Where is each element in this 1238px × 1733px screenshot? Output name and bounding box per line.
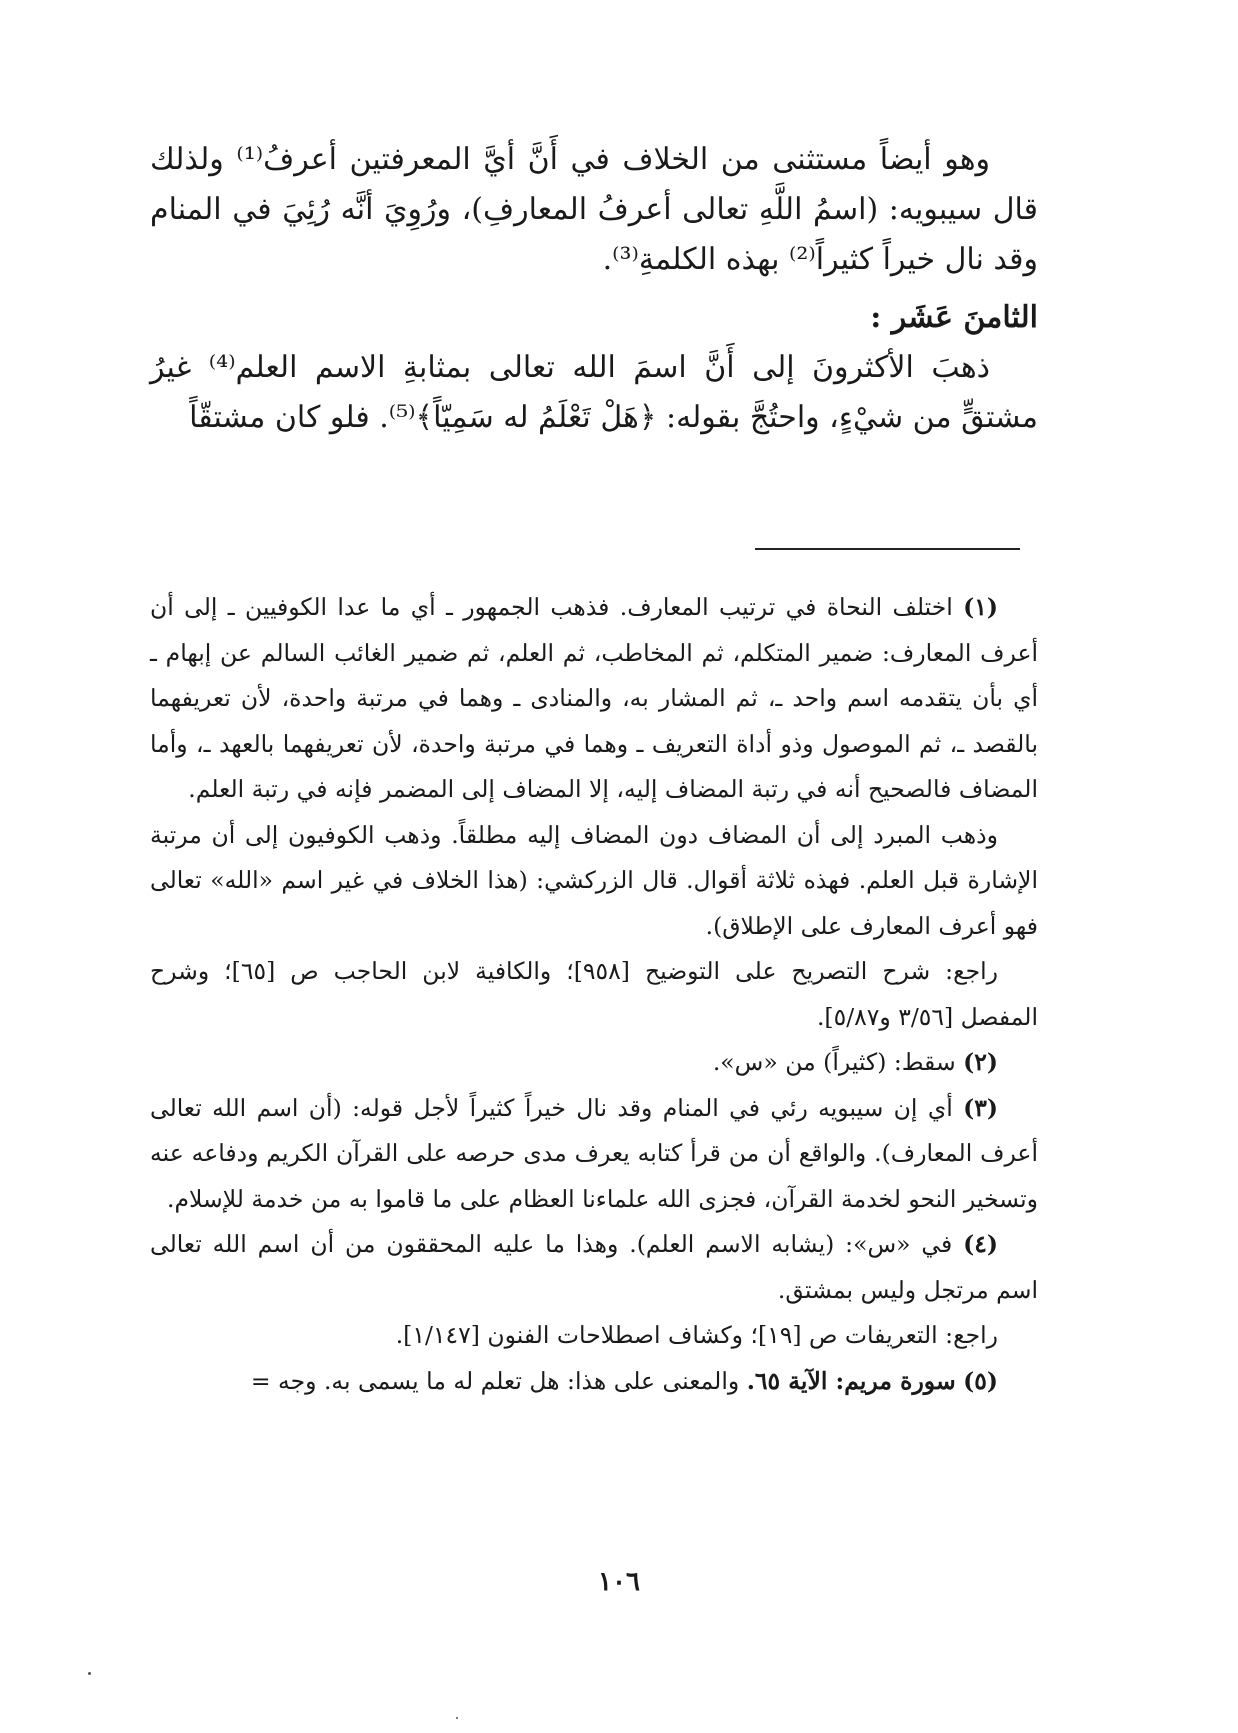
footnote-1-number: (١) <box>963 593 998 621</box>
footnote-4 <box>150 1222 1038 1313</box>
footnote-4-text: في «س»: (يشابه الاسم العلم). وهذا ما عليه المحققون من أن اسم الله تعالى اسم مرتجل وليس بمشتق. <box>150 1230 1038 1304</box>
footnote-1-references: راجع: شرح التصريح على التوضيح [٩٥٨]؛ والكافية لابن الحاجب ص [٦٥]؛ وشرح المفصل [٣/٥٦ و٥/٨٧]. <box>150 957 1038 1031</box>
footnote-3-number: (٣) <box>963 1093 998 1122</box>
footnote-1 <box>150 585 1038 813</box>
main-text <box>150 135 1038 443</box>
footnote-3-text: أي إن سيبويه رئي في المنام وقد نال خيراً كثيراً لأجل قوله: (أن اسم الله تعالى أعرف المعارف). والواقع أن من قرأ كتابه يعرف مدى حرصه على القرآن الكريم ودفاعه عنه وتسخير النحو لخدمة القرآن، فجزى الله علماءنا العظام على ما قاموا به من خدمة للإسلام. <box>150 1093 1038 1213</box>
main-paragraph-2: ذهبَ الأكثرونَ إلى أَنَّ اسمَ الله تعالى بمثابةِ الاسم العلم⁽⁴⁾ غيرُ مشتقٍّ من شيْءٍ، واحتُجَّ بقوله: ﴿هَلْ تَعْلَمُ له سَمِيّاً﴾⁽⁵⁾. فلو كان مشتقّاً <box>150 350 1038 435</box>
footnote-3 <box>150 1086 1038 1223</box>
scan-speck <box>456 1717 458 1719</box>
footnote-1-text: اختلف النحاة في ترتيب المعارف. فذهب الجمهور ـ أي ما عدا الكوفيين ـ إلى أن أعرف المعارف: ضمير المتكلم، ثم المخاطب، ثم العلم، ثم ضمير الغائب السالم عن إبهام ـ أي بأن يتقدمه اسم واحد ـ، ثم المشار به، والمنادى ـ وهما في مرتبة واحدة، لأن تعريفهما بالقصد ـ، ثم الموصول وذو أداة التعريف ـ وهما في مرتبة واحدة، لأن تعريفهما بالعهد ـ، وأما المضاف فالصحيح أنه في رتبة المضاف إليه، إلا المضاف إلى المضمر فإنه في رتبة العلم. <box>150 593 1038 803</box>
footnote-1-continued: وذهب المبرد إلى أن المضاف دون المضاف إليه مطلقاً. وذهب الكوفيون إلى أن مرتبة الإشارة قبل العلم. فهذه ثلاثة أقوال. قال الزركشي: (هذا الخلاف في غير اسم «الله» تعالى فهو أعرف المعارف على الإطلاق). <box>150 820 1038 940</box>
footnote-4-number: (٤) <box>963 1230 998 1258</box>
footnote-2-number: (٢) <box>963 1048 998 1076</box>
footnote-5-text: والمعنى على هذا: هل تعلم له ما يسمى به. وجه = <box>250 1366 740 1395</box>
footnote-4-references: راجع: التعريفات ص [١٩]؛ وكشاف اصطلاحات الفنون [١/١٤٧]. <box>395 1321 998 1349</box>
main-paragraph-1: وهو أيضاً مستثنى من الخلاف في أَنَّ أيَّ المعرفتين أعرفُ⁽¹⁾ ولذلك قال سيبويه: (اسمُ اللَّهِ تعالى أعرفُ المعارفِ)، ورُوِيَ أنَّه رُئِيَ في المنام وقد نال خيراً كثيراً⁽²⁾ بهذه الكلمةِ⁽³⁾. <box>150 142 1038 277</box>
footnote-5-number: (٥) <box>963 1366 998 1395</box>
footnote-5-label: سورة مريم: الآية ٦٥. <box>746 1366 956 1395</box>
footnote-5 <box>150 1359 1038 1405</box>
footnote-separator <box>755 548 1020 550</box>
footnotes <box>150 585 1038 1404</box>
section-heading: الثامنَ عَشَر : <box>870 300 1038 335</box>
footnote-2-text: سقط: (كثيراً) من «س». <box>712 1048 956 1076</box>
scan-speck <box>88 1672 91 1675</box>
page-number: ١٠٦ <box>598 1567 640 1597</box>
footnote-2 <box>150 1040 1038 1086</box>
